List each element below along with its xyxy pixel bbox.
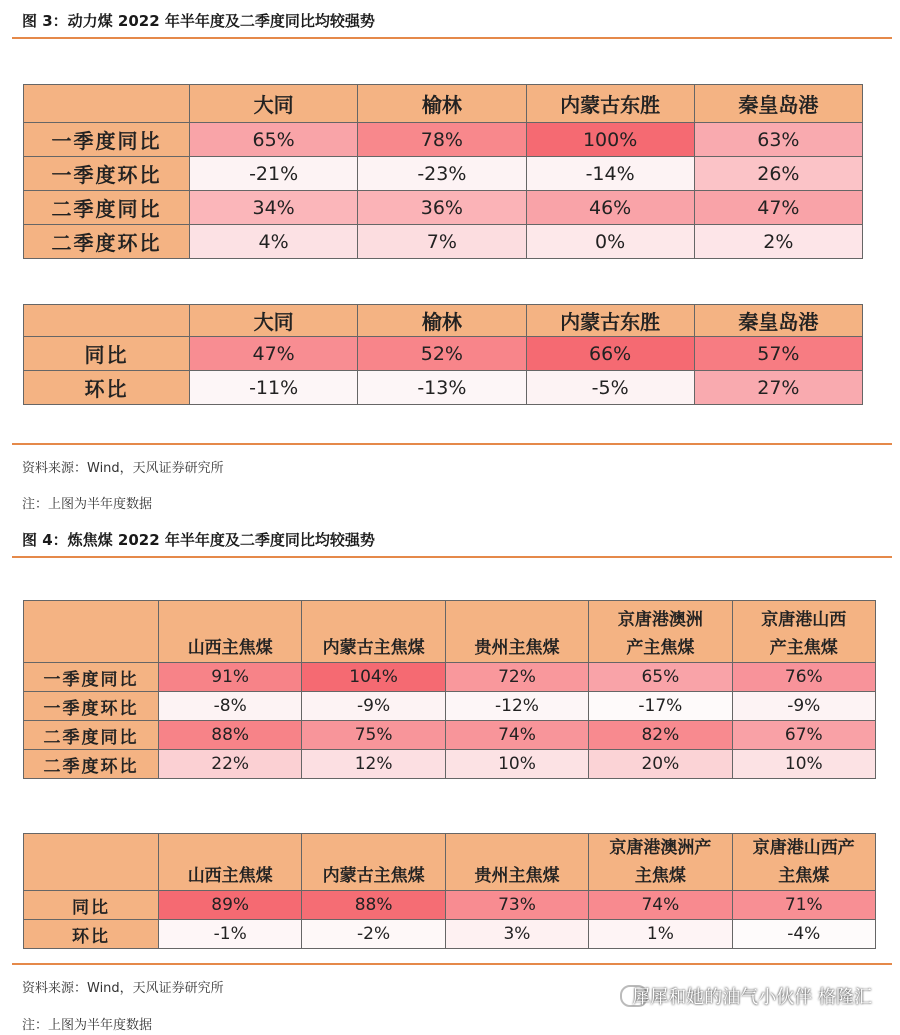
column-header bbox=[190, 85, 358, 123]
value-cell: 7% bbox=[358, 225, 526, 259]
value-cell: -1% bbox=[159, 920, 302, 949]
column-header bbox=[358, 85, 526, 123]
value-cell: -23% bbox=[358, 157, 526, 191]
column-header-line: 贵州主焦煤 bbox=[474, 866, 560, 886]
value-cell: 65% bbox=[589, 663, 732, 692]
value-cell: 73% bbox=[445, 891, 588, 920]
value-cell: 36% bbox=[358, 191, 526, 225]
column-header bbox=[732, 601, 875, 663]
value-cell: -12% bbox=[445, 692, 588, 721]
table-row bbox=[24, 157, 863, 191]
corner-cell bbox=[24, 601, 159, 663]
value-cell: 63% bbox=[694, 123, 862, 157]
value-cell: 26% bbox=[694, 157, 862, 191]
fig4-table-half-year bbox=[23, 833, 876, 949]
value-cell: 71% bbox=[732, 891, 875, 920]
value-cell: 91% bbox=[159, 663, 302, 692]
corner-cell bbox=[24, 305, 190, 337]
divider bbox=[12, 963, 892, 965]
table-row bbox=[24, 891, 876, 920]
row-label: 环比 bbox=[24, 920, 159, 949]
value-cell: -14% bbox=[526, 157, 694, 191]
note-text: 注：上图为半年度数据 bbox=[22, 1018, 153, 1033]
column-header-line: 大同 bbox=[253, 310, 294, 334]
value-cell: 22% bbox=[159, 750, 302, 779]
column-header-line: 榆林 bbox=[421, 310, 462, 334]
table-row bbox=[24, 225, 863, 259]
table-row bbox=[24, 721, 876, 750]
table-row bbox=[24, 663, 876, 692]
column-header-line: 产主焦煤 bbox=[769, 638, 838, 658]
value-cell: 82% bbox=[589, 721, 732, 750]
value-cell: 4% bbox=[190, 225, 358, 259]
value-cell: 2% bbox=[694, 225, 862, 259]
value-cell: 27% bbox=[694, 371, 862, 405]
column-header bbox=[732, 834, 875, 891]
fig4-table-quarterly bbox=[23, 600, 876, 779]
column-header bbox=[358, 305, 526, 337]
value-cell: -9% bbox=[732, 692, 875, 721]
source-text: 资料来源：Wind，天风证券研究所 bbox=[22, 461, 224, 476]
figure-4-title: 图 4：炼焦煤 2022 年半年度及二季度同比均较强势 bbox=[22, 531, 375, 549]
column-header bbox=[190, 305, 358, 337]
corner-cell bbox=[24, 85, 190, 123]
table-row bbox=[24, 123, 863, 157]
value-cell: 34% bbox=[190, 191, 358, 225]
column-header-line: 榆林 bbox=[421, 93, 462, 117]
column-header-line: 山西主焦煤 bbox=[187, 866, 273, 886]
value-cell: 74% bbox=[445, 721, 588, 750]
row-label: 同比 bbox=[24, 337, 190, 371]
column-header bbox=[159, 834, 302, 891]
value-cell: 47% bbox=[190, 337, 358, 371]
column-header-line: 京唐港山西产 bbox=[752, 838, 855, 858]
value-cell: 52% bbox=[358, 337, 526, 371]
value-cell: 1% bbox=[589, 920, 732, 949]
row-label: 同比 bbox=[24, 891, 159, 920]
column-header bbox=[694, 305, 862, 337]
value-cell: 20% bbox=[589, 750, 732, 779]
table-row bbox=[24, 371, 863, 405]
value-cell: 12% bbox=[302, 750, 445, 779]
table-row bbox=[24, 692, 876, 721]
value-cell: 10% bbox=[732, 750, 875, 779]
row-label: 二季度同比 bbox=[24, 721, 159, 750]
column-header-line: 贵州主焦煤 bbox=[474, 638, 560, 658]
source-text: 资料来源：Wind，天风证券研究所 bbox=[22, 981, 224, 996]
row-label: 一季度同比 bbox=[24, 663, 159, 692]
row-label: 一季度环比 bbox=[24, 692, 159, 721]
corner-cell bbox=[24, 834, 159, 891]
column-header-line: 内蒙古东胜 bbox=[560, 93, 661, 117]
table-row bbox=[24, 920, 876, 949]
value-cell: 88% bbox=[159, 721, 302, 750]
column-header bbox=[302, 834, 445, 891]
divider bbox=[12, 556, 892, 558]
column-header-line: 内蒙古主焦煤 bbox=[322, 638, 425, 658]
divider bbox=[12, 443, 892, 445]
column-header-line: 主焦煤 bbox=[778, 866, 830, 886]
value-cell: 72% bbox=[445, 663, 588, 692]
column-header bbox=[526, 85, 694, 123]
row-label: 二季度同比 bbox=[24, 191, 190, 225]
column-header bbox=[589, 601, 732, 663]
value-cell: 76% bbox=[732, 663, 875, 692]
column-header-line: 秦皇岛港 bbox=[738, 93, 819, 117]
value-cell: 46% bbox=[526, 191, 694, 225]
value-cell: -13% bbox=[358, 371, 526, 405]
column-header-line: 京唐港澳洲产 bbox=[609, 838, 712, 858]
value-cell: -5% bbox=[526, 371, 694, 405]
value-cell: 66% bbox=[526, 337, 694, 371]
value-cell: 74% bbox=[589, 891, 732, 920]
column-header-line: 京唐港山西 bbox=[761, 610, 847, 630]
value-cell: -11% bbox=[190, 371, 358, 405]
value-cell: 75% bbox=[302, 721, 445, 750]
value-cell: -2% bbox=[302, 920, 445, 949]
value-cell: -17% bbox=[589, 692, 732, 721]
value-cell: 104% bbox=[302, 663, 445, 692]
divider bbox=[12, 37, 892, 39]
value-cell: 3% bbox=[445, 920, 588, 949]
table-row bbox=[24, 750, 876, 779]
figure-3-title: 图 3：动力煤 2022 年半年度及二季度同比均较强势 bbox=[22, 12, 375, 30]
value-cell: 0% bbox=[526, 225, 694, 259]
column-header bbox=[302, 601, 445, 663]
fig3-table-half-year bbox=[23, 304, 863, 405]
column-header-line: 内蒙古主焦煤 bbox=[322, 866, 425, 886]
row-label: 一季度环比 bbox=[24, 157, 190, 191]
column-header bbox=[445, 834, 588, 891]
value-cell: 100% bbox=[526, 123, 694, 157]
row-label: 一季度同比 bbox=[24, 123, 190, 157]
watermark: 犀犀和她的油气小伙伴 格隆汇 bbox=[632, 987, 872, 1008]
value-cell: 57% bbox=[694, 337, 862, 371]
value-cell: 88% bbox=[302, 891, 445, 920]
row-label: 二季度环比 bbox=[24, 225, 190, 259]
column-header-line: 京唐港澳洲 bbox=[617, 610, 703, 630]
column-header bbox=[526, 305, 694, 337]
value-cell: 67% bbox=[732, 721, 875, 750]
row-label: 环比 bbox=[24, 371, 190, 405]
note-text: 注：上图为半年度数据 bbox=[22, 497, 153, 512]
column-header-line: 内蒙古东胜 bbox=[560, 310, 661, 334]
column-header-line: 秦皇岛港 bbox=[738, 310, 819, 334]
column-header-line: 产主焦煤 bbox=[626, 638, 695, 658]
value-cell: 10% bbox=[445, 750, 588, 779]
row-label: 二季度环比 bbox=[24, 750, 159, 779]
column-header bbox=[159, 601, 302, 663]
value-cell: -21% bbox=[190, 157, 358, 191]
column-header-line: 大同 bbox=[253, 93, 294, 117]
value-cell: 89% bbox=[159, 891, 302, 920]
column-header-line: 山西主焦煤 bbox=[187, 638, 273, 658]
value-cell: -8% bbox=[159, 692, 302, 721]
column-header bbox=[694, 85, 862, 123]
column-header bbox=[445, 601, 588, 663]
value-cell: 65% bbox=[190, 123, 358, 157]
column-header-line: 主焦煤 bbox=[634, 866, 686, 886]
table-row bbox=[24, 191, 863, 225]
value-cell: 47% bbox=[694, 191, 862, 225]
value-cell: 78% bbox=[358, 123, 526, 157]
fig3-table-quarterly bbox=[23, 84, 863, 259]
column-header bbox=[589, 834, 732, 891]
value-cell: -9% bbox=[302, 692, 445, 721]
table-row bbox=[24, 337, 863, 371]
value-cell: -4% bbox=[732, 920, 875, 949]
